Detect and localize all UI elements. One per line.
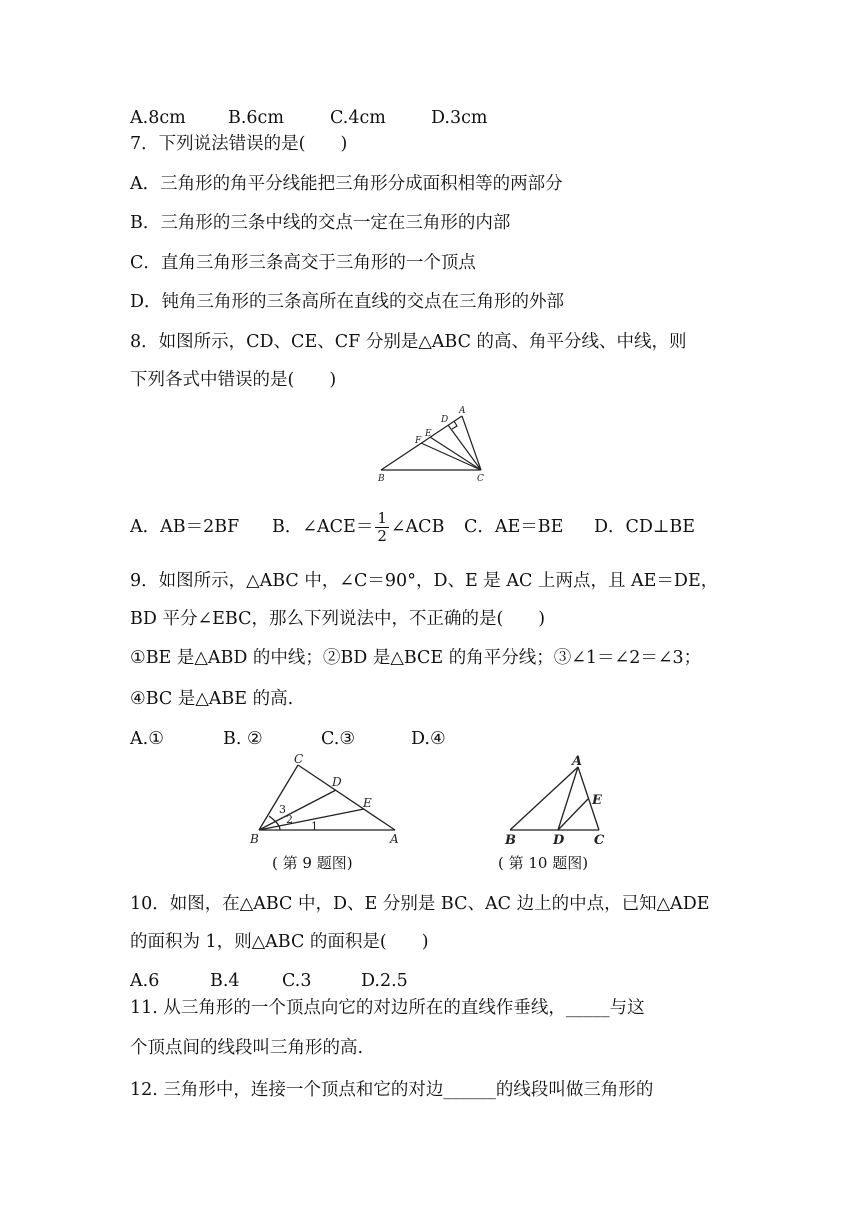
q8-stem-line1: 8．如图所示，CD、CE、CF 分别是△ABC 的高、角平分线、中线，则 (130, 332, 687, 352)
q12-line1: 12. 三角形中，连接一个顶点和它的对边______的线段叫做三角形的 (130, 1080, 654, 1100)
q8-option-b-fraction (375, 510, 389, 545)
q7-option-d: D．钝角三角形的三条高所在直线的交点在三角形的外部 (130, 292, 565, 312)
q10-option-c: C.3 (282, 971, 312, 991)
q10-option-b: B.4 (210, 971, 240, 991)
q10-stem-line2: 的面积为 1，则△ABC 的面积是( ) (130, 932, 429, 952)
q10-options (130, 969, 408, 993)
q10-label-a: A (572, 754, 583, 769)
q9-options (130, 727, 446, 751)
q9-option-c: C.③ (321, 729, 356, 749)
q6-options (130, 106, 488, 130)
q8-label-c: C (477, 474, 484, 484)
q11-line1: 11. 从三角形的一个顶点向它的对边所在的直线作垂线，_____与这 (130, 998, 645, 1018)
q9-label-c: C (294, 752, 304, 766)
q9-label-b: B (250, 832, 259, 846)
q8-altitude-cd (448, 425, 481, 470)
q9-option-a: A.① (130, 729, 164, 749)
q9-angle-arc-3 (269, 816, 276, 822)
q10-label-b: B (505, 833, 516, 848)
q9-figure-caption: ( 第 9 题图) (272, 854, 353, 872)
q7-option-c: C．直角三角形三条高交于三角形的一个顶点 (130, 253, 476, 273)
q8-bisector-ce (430, 437, 481, 470)
q10-label-c: C (594, 833, 605, 848)
q8-label-a: A (459, 406, 466, 416)
q9-stem-line1: 9．如图所示，△ABC 中，∠C＝90°，D、E 是 AC 上两点，且 AE＝DE， (130, 571, 719, 591)
q6-option-d: D.3cm (431, 108, 488, 128)
q6-option-b: B.6cm (228, 108, 284, 128)
q10-option-d: D.2.5 (361, 971, 408, 991)
q8-options (130, 510, 695, 545)
q8-label-b: B (378, 474, 385, 484)
q8-option-b (272, 510, 464, 545)
q10-option-a: A.6 (130, 971, 160, 991)
q8-label-f: F (415, 436, 422, 446)
q10-label-d: D (553, 833, 565, 848)
q9-stem-line3: ①BE 是△ABD 的中线；②BD 是△BCE 的角平分线；③∠1＝∠2＝∠3； (130, 648, 702, 668)
q9-angle-2-label: 2 (286, 813, 293, 826)
q8-figure (374, 403, 494, 485)
q9-option-b: B. ② (223, 729, 263, 749)
q10-figure (498, 752, 618, 848)
q9-figure (248, 752, 408, 848)
q9-label-d: D (332, 775, 342, 789)
q8-side-ac (462, 416, 481, 470)
q7-option-a: A．三角形的角平分线能把三角形分成面积相等的两部分 (130, 174, 563, 194)
q7-stem: 7．下列说法错误的是( ) (130, 134, 348, 154)
q6-option-c: C.4cm (330, 108, 386, 128)
q10-label-e: E (592, 793, 602, 808)
fraction-numerator: 1 (377, 509, 387, 527)
q8-option-b-suffix: ∠ACB (390, 517, 445, 537)
q9-angle-1-label: 1 (311, 820, 318, 833)
q9-label-a: A (390, 832, 399, 846)
q8-stem-line2: 下列各式中错误的是( ) (130, 370, 337, 390)
q6-option-a: A.8cm (130, 108, 186, 128)
q10-stem-line1: 10．如图，在△ABC 中，D、E 分别是 BC、AC 边上的中点，已知△ADE (130, 894, 710, 914)
q8-option-d: D．CD⊥BE (594, 517, 696, 537)
q9-option-d: D.④ (411, 729, 446, 749)
q8-median-cf (421, 443, 481, 470)
q8-option-b-prefix: B．∠ACE＝ (272, 517, 374, 537)
q9-angle-3-label: 3 (279, 803, 286, 816)
q7-option-b: B．三角形的三条中线的交点一定在三角形的内部 (130, 213, 511, 233)
q10-figure-caption: ( 第 10 题图) (498, 854, 589, 872)
q8-label-e: E (425, 429, 432, 439)
q9-angle-arc-2 (276, 822, 279, 826)
q9-label-e: E (363, 796, 372, 810)
q8-option-a: A．AB＝2BF (130, 517, 240, 537)
q11-line2: 个顶点间的线段叫三角形的高. (130, 1038, 364, 1058)
q8-label-d: D (441, 415, 449, 425)
fraction-denominator: 2 (377, 527, 387, 545)
q8-option-c: C．AE＝BE (464, 517, 564, 537)
q9-stem-line4: ④BC 是△ABE 的高. (130, 689, 294, 709)
q9-stem-line2: BD 平分∠EBC，那么下列说法中，不正确的是( ) (130, 609, 546, 629)
